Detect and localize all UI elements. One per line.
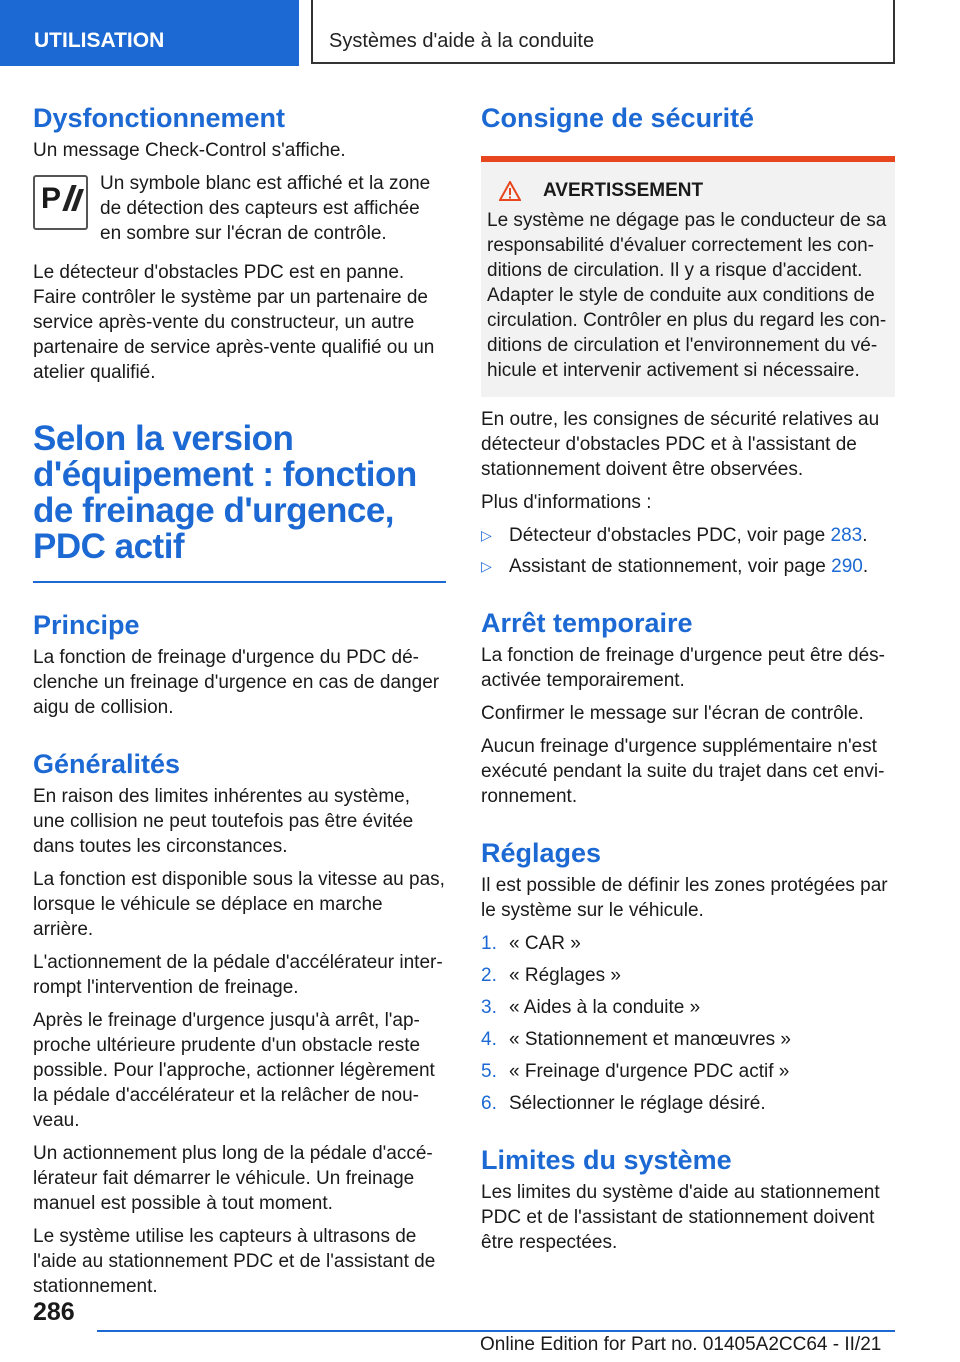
bullet-marker: ▷ bbox=[481, 558, 492, 574]
step-text: Sélectionner le réglage désiré. bbox=[509, 1093, 766, 1114]
left-column bbox=[33, 98, 446, 1307]
list-item bbox=[481, 963, 895, 988]
step-number: 2. bbox=[481, 965, 497, 986]
paragraph: Le détecteur d'obstacles PDC est en panne. Faire contrôler le système par un partenaire de service après-vente du constructeur, un autre partenaire de service après-vente qualifié ou un atelier qualifié. bbox=[33, 262, 435, 383]
paragraph: Un actionnement plus long de la pédale d'accé‐lérateur fait démarrer le véhicule. Un freinage manuel est possible à tout moment. bbox=[33, 1143, 433, 1214]
step-number: 3. bbox=[481, 997, 497, 1018]
paragraph: La fonction est disponible sous la vitesse au pas, lorsque le véhicule se déplace en marche arrière. bbox=[33, 869, 445, 940]
pdc-warning-icon: P bbox=[33, 175, 88, 230]
paragraph: Plus d'informations : bbox=[481, 492, 652, 513]
page-link-290[interactable]: 290 bbox=[831, 556, 863, 577]
paragraph: Les limites du système d'aide au stationnement PDC et de l'assistant de stationnement doivent être respectées. bbox=[481, 1182, 880, 1253]
step-text: « Freinage d'urgence PDC actif » bbox=[509, 1061, 790, 1082]
step-text: « Stationnement et manœuvres » bbox=[509, 1029, 791, 1050]
list-item bbox=[481, 1059, 895, 1084]
list-item bbox=[481, 995, 895, 1020]
heading-arret: Arrêt temporaire bbox=[481, 608, 693, 638]
paragraph: Après le freinage d'urgence jusqu'à arrêt, l'ap‐proche ultérieure prudente d'un obstacle reste possible. Pour l'approche, actionner légèrement la pédale d'accélérateur et la relâcher de nou‐veau. bbox=[33, 1010, 435, 1131]
step-text: « CAR » bbox=[509, 933, 581, 954]
heading-principe: Principe bbox=[33, 610, 140, 640]
section-tab bbox=[0, 0, 299, 66]
chapter-label: Systèmes d'aide à la conduite bbox=[329, 30, 595, 52]
warning-header bbox=[487, 180, 887, 202]
title-rule bbox=[33, 581, 446, 583]
icon-explanation bbox=[33, 171, 446, 246]
list-item-text: Assistant de stationnement, voir page bbox=[509, 556, 832, 577]
heading-dysfonctionnement: Dysfonctionnement bbox=[33, 103, 286, 133]
footer-rule bbox=[97, 1330, 895, 1332]
page-number: 286 bbox=[33, 1298, 75, 1326]
step-number: 6. bbox=[481, 1093, 497, 1114]
warning-box bbox=[481, 156, 895, 397]
list-item bbox=[481, 1091, 895, 1116]
page-link-283[interactable]: 283 bbox=[830, 525, 863, 546]
step-number: 5. bbox=[481, 1061, 497, 1082]
paragraph: En outre, les consignes de sécurité relatives au détecteur d'obstacles PDC et à l'assistant de stationnement doivent être observées. bbox=[481, 409, 880, 480]
heading-reglages: Réglages bbox=[481, 838, 602, 868]
paragraph: Un message Check-Control s'affiche. bbox=[33, 140, 346, 161]
bullet-marker: ▷ bbox=[481, 527, 492, 543]
step-text: « Aides à la conduite » bbox=[509, 997, 701, 1018]
paragraph: En raison des limites inhérentes au système, une collision ne peut toutefois pas être évitée dans toutes les circonstances. bbox=[33, 786, 414, 857]
list-item bbox=[481, 1027, 895, 1052]
warning-label: AVERTISSEMENT bbox=[543, 180, 704, 201]
step-text: « Réglages » bbox=[509, 965, 621, 986]
paragraph: Il est possible de définir les zones protégées par le système sur le véhicule. bbox=[481, 875, 888, 921]
heading-limites: Limites du système bbox=[481, 1145, 732, 1175]
chapter-tab bbox=[311, 0, 895, 64]
list-item: ▷ Détecteur d'obstacles PDC, voir page 283. bbox=[481, 525, 868, 546]
paragraph: Aucun freinage d'urgence supplémentaire n'est exécuté pendant la suite du trajet dans cet envi‐ronnement. bbox=[481, 736, 885, 807]
paragraph: Le système utilise les capteurs à ultrasons de l'aide au stationnement PDC et de l'assistant de stationnement. bbox=[33, 1226, 436, 1297]
warning-triangle-icon bbox=[499, 181, 521, 201]
list-item-text: Détecteur d'obstacles PDC, voir page bbox=[509, 525, 831, 546]
heading-generalites: Généralités bbox=[33, 749, 181, 779]
list-item: ▷ Assistant de stationnement, voir page 290. bbox=[481, 556, 869, 577]
paragraph: Confirmer le message sur l'écran de contrôle. bbox=[481, 703, 864, 724]
paragraph: La fonction de freinage d'urgence du PDC dé‐clenche un freinage d'urgence en cas de danger aigu de collision. bbox=[33, 647, 440, 718]
icon-description: Un symbole blanc est affiché et la zone de détection des capteurs est affichée en sombre sur l'écran de contrôle. bbox=[100, 173, 431, 244]
paragraph: L'actionnement de la pédale d'accélérateur inter‐rompt l'intervention de freinage. bbox=[33, 952, 443, 998]
paragraph: La fonction de freinage d'urgence peut être dés‐activée temporairement. bbox=[481, 645, 885, 691]
footer-edition: Online Edition for Part no. 01405A2CC64 - II/21 bbox=[480, 1334, 882, 1355]
section-label: UTILISATION bbox=[34, 29, 165, 52]
main-title: Selon la version d'équipement : fonction de freinage d'urgence, PDC actif bbox=[33, 419, 417, 566]
list-item bbox=[481, 931, 895, 956]
heading-consigne: Consigne de sécurité bbox=[481, 103, 755, 133]
step-number: 1. bbox=[481, 933, 497, 954]
right-column bbox=[481, 98, 895, 1263]
step-number: 4. bbox=[481, 1029, 497, 1050]
warning-text: Le système ne dégage pas le conducteur de sa responsabilité d'évaluer correctement les con‐ditions de circulation. Il y a risque d'accident. Adapter le style de conduite aux conditions de circulation. Contrôler en plus du regard les con‐ditions de circulation et l'environnement du vé‐hicule et intervenir activement si nécessaire. bbox=[487, 210, 887, 381]
